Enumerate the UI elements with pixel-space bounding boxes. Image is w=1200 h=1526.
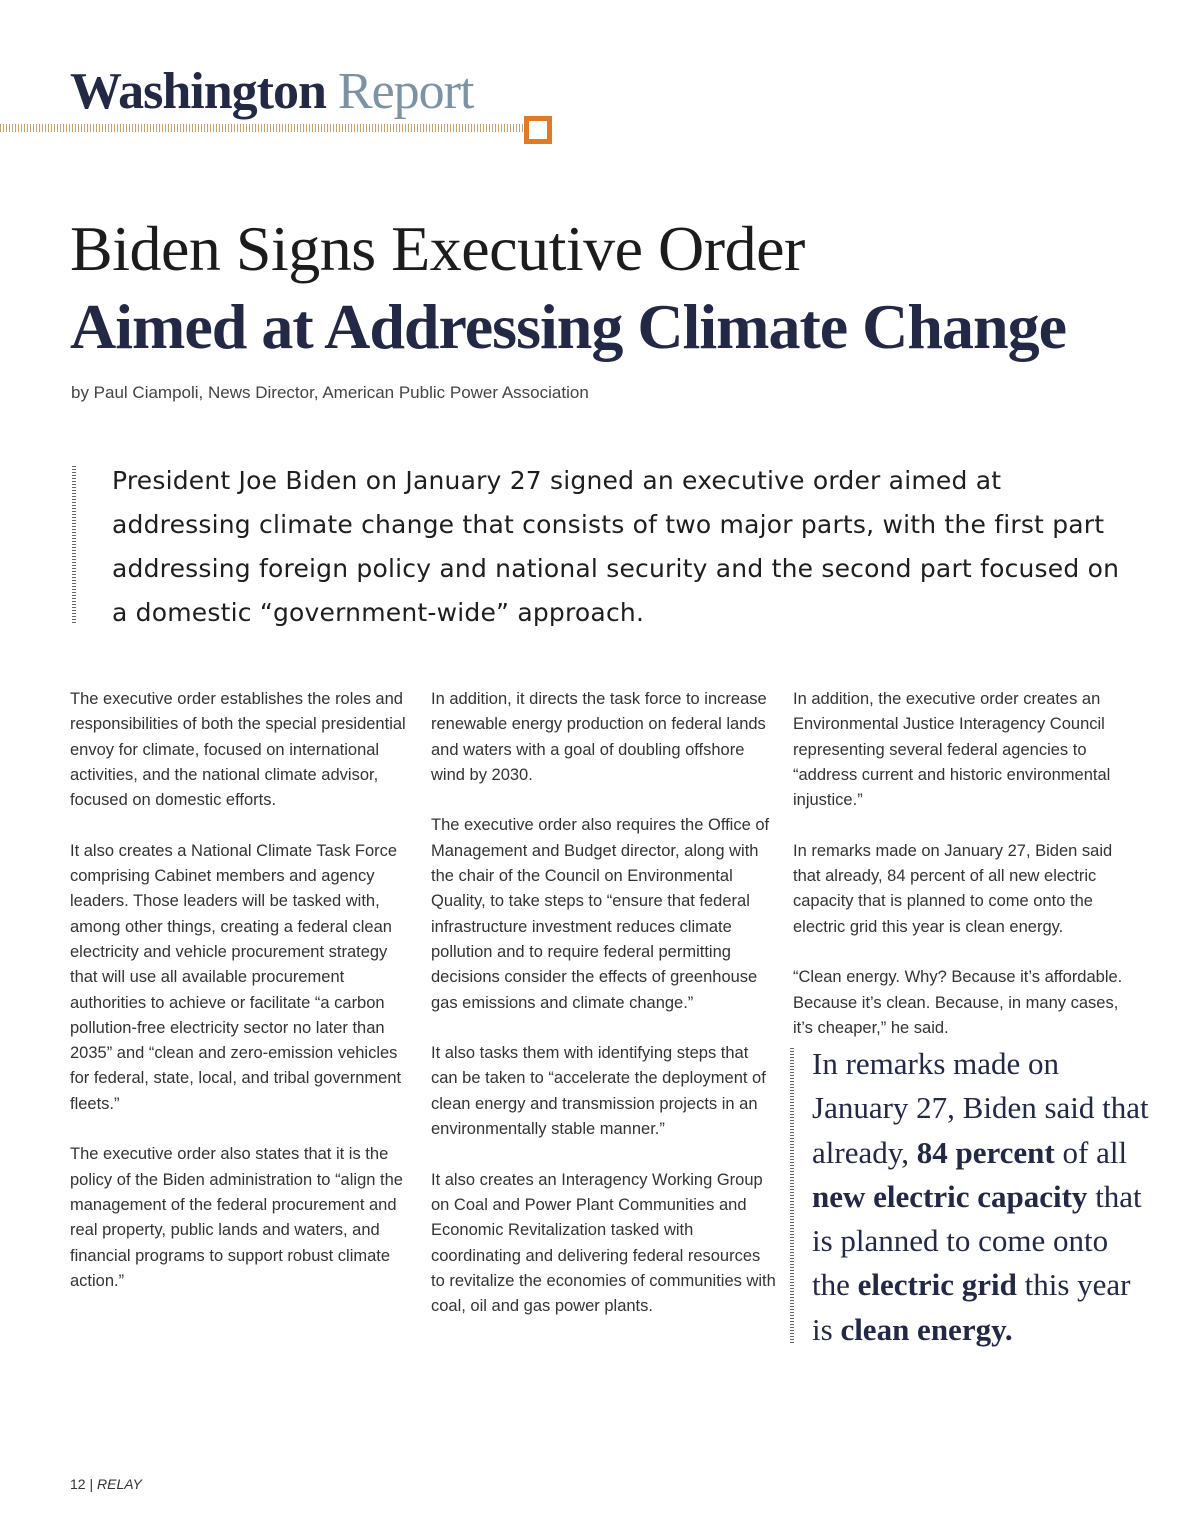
pull-quote-emphasis: clean energy. [840,1311,1013,1347]
paragraph: In addition, the executive order creates an Environmental Justice Interagency Council representing several federal agencies to “address current and historic environmental injustice.” [793,690,1111,810]
headline-line-2: Aimed at Addressing Climate Change [70,291,1066,362]
paragraph: In addition, it directs the task force to increase renewable energy production on federal lands and waters with a goal of doubling offshore wind by 2030. [431,690,767,784]
pull-quote-text: that is planned to come onto the [812,1178,1142,1303]
headline-line-1: Biden Signs Executive Order [70,213,805,284]
body-column-2 [431,687,776,1345]
masthead-washington: Washington [70,63,326,120]
paragraph: “Clean energy. Why? Because it’s affordable. Because it’s clean. Because, in many cases, it’s cheaper,” he said. [793,968,1123,1037]
magazine-name: RELAY [97,1476,142,1492]
lead-paragraph: President Joe Biden on January 27 signed an executive order aimed at addressing climate change that consists of two major parts, with the first part addressing foreign policy and national security and the second part focused on a domestic “government-wide” approach. [112,466,1120,627]
body-column-1 [70,687,415,1319]
pull-quote-emphasis: 84 percent [916,1134,1055,1170]
paragraph: It also creates an Interagency Working Group on Coal and Power Plant Communities and Economic Revitalization tasked with coordinating and delivering federal resources to revitalize the economies of communities with coal, oil and gas power plants. [431,1170,776,1316]
masthead-report: Report [337,63,474,120]
paragraph: It also creates a National Climate Task Force comprising Cabinet members and agency leaders. Those leaders will be tasked with, among other things, creating a federal clean electricity and vehicle procurement strategy that will use all available procurement authorities to achieve or facilitate “a carbon pollution-free electricity sector no later than 2035” and “clean and zero-emission vehicles for federal, state, local, and tribal government fleets.” [70,841,402,1113]
article-headline [70,212,1066,368]
footer-separator: | [89,1476,94,1492]
pull-quote-text: In remarks made on January 27, Biden said that already, [812,1046,1149,1170]
paragraph: It also tasks them with identifying steps that can be taken to “accelerate the deployment of clean energy and transmission projects in an environmentally stable manner.” [431,1044,766,1139]
paragraph: The executive order also states that it is the policy of the Biden administration to “align the management of the federal procurement and real property, public lands and waters, and financial programs to support robust climate action.” [70,1145,403,1290]
body-column-3 [793,687,1138,1066]
pull-quote-emphasis: electric grid [857,1267,1017,1303]
byline: by Paul Ciampoli, News Director, American Public Power Association [71,383,589,402]
pull-quote-text: of all [1054,1134,1128,1170]
pull-quote-text: this year is [812,1267,1131,1347]
paragraph: In remarks made on January 27, Biden said that already, 84 percent of all new electric capacity that is planned to come onto the electric grid this year is clean energy. [793,841,1113,936]
page-number: 12 [70,1476,86,1492]
pullquote-rule [790,1048,794,1344]
orange-square-icon [524,116,552,144]
pull-quote [812,1042,1152,1352]
dotted-rule [0,124,523,132]
lead-rule [72,466,76,623]
section-masthead [70,63,474,120]
pull-quote-emphasis: new electric capacity [812,1178,1088,1214]
paragraph: The executive order establishes the roles and responsibilities of both the special presidential envoy for climate, focused on international activities, and the national climate advisor, focused on domestic efforts. [70,690,406,810]
page-footer [70,1476,142,1492]
paragraph: The executive order also requires the Office of Management and Budget director, along with the chair of the Council on Environmental Quality, to take steps to “ensure that federal infrastructure investment reduces climate pollution and to require federal permitting decisions consider the effects of greenhouse gas emissions and climate change.” [431,816,770,1012]
